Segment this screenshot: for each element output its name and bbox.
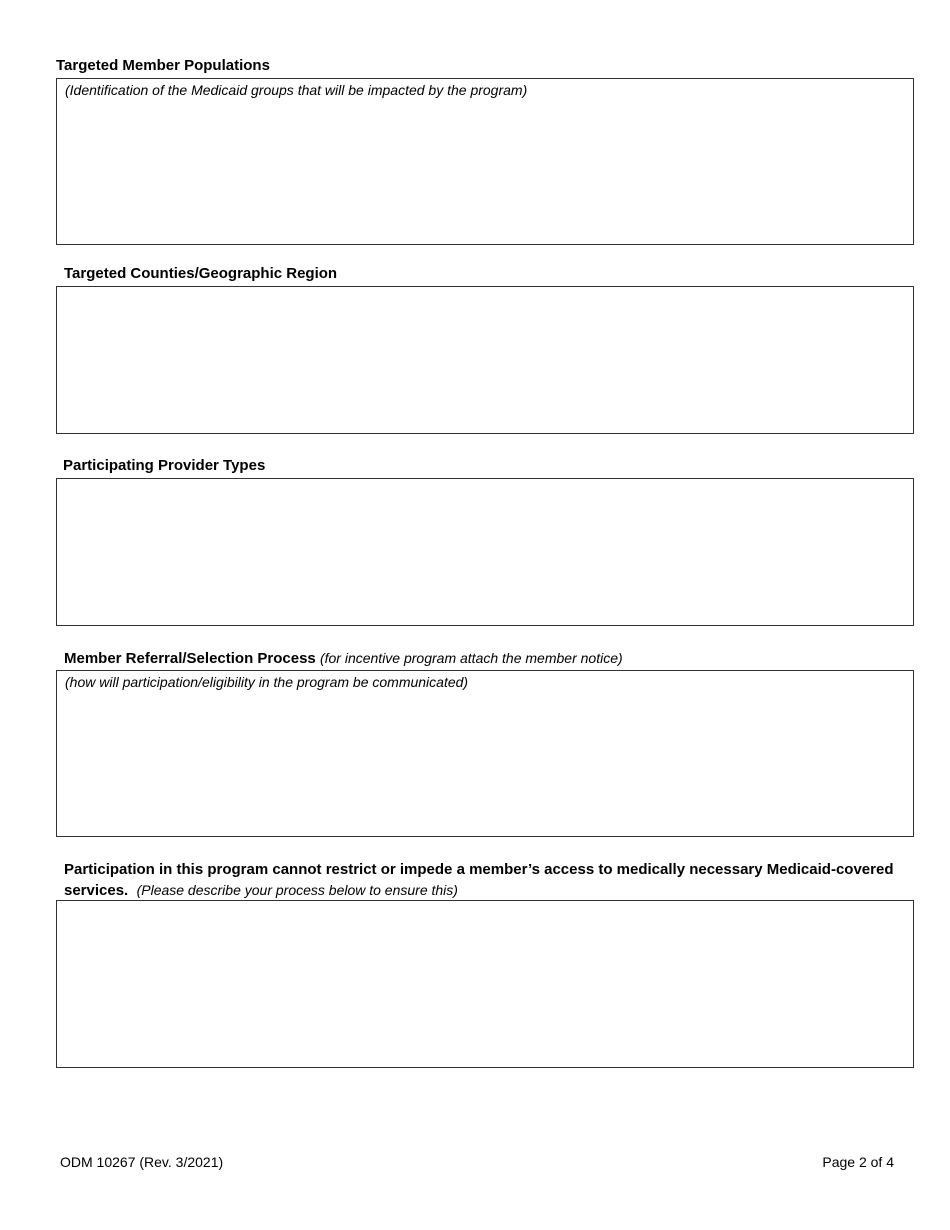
member-referral-heading xyxy=(64,649,623,668)
member-access-heading xyxy=(64,859,914,901)
targeted-member-populations-field[interactable] xyxy=(56,78,914,245)
targeted-member-populations-hint: (Identification of the Medicaid groups that will be impacted by the program) xyxy=(65,82,528,98)
participating-provider-types-heading: Participating Provider Types xyxy=(63,457,266,474)
targeted-counties-heading: Targeted Counties/Geographic Region xyxy=(64,265,338,282)
member-access-field[interactable] xyxy=(56,900,914,1068)
form-id-footer: ODM 10267 (Rev. 3/2021) xyxy=(60,1154,224,1170)
member-referral-hint: (how will participation/eligibility in the program be communicated) xyxy=(65,674,469,690)
member-referral-heading-note: (for incentive program attach the member notice) xyxy=(319,650,623,666)
member-access-heading-note: (Please describe your process below to ensure this) xyxy=(136,882,458,898)
participating-provider-types-field[interactable] xyxy=(56,478,914,626)
targeted-counties-field[interactable] xyxy=(56,286,914,434)
member-referral-field[interactable] xyxy=(56,670,914,837)
member-referral-heading-text: Member Referral/Selection Process xyxy=(64,650,316,667)
targeted-member-populations-heading: Targeted Member Populations xyxy=(56,57,270,74)
page-number-footer: Page 2 of 4 xyxy=(822,1154,894,1170)
member-access-heading-text: Participation in this program cannot restrict or impede a member’s access to medically necessary Medicaid-covered services. xyxy=(64,861,894,899)
